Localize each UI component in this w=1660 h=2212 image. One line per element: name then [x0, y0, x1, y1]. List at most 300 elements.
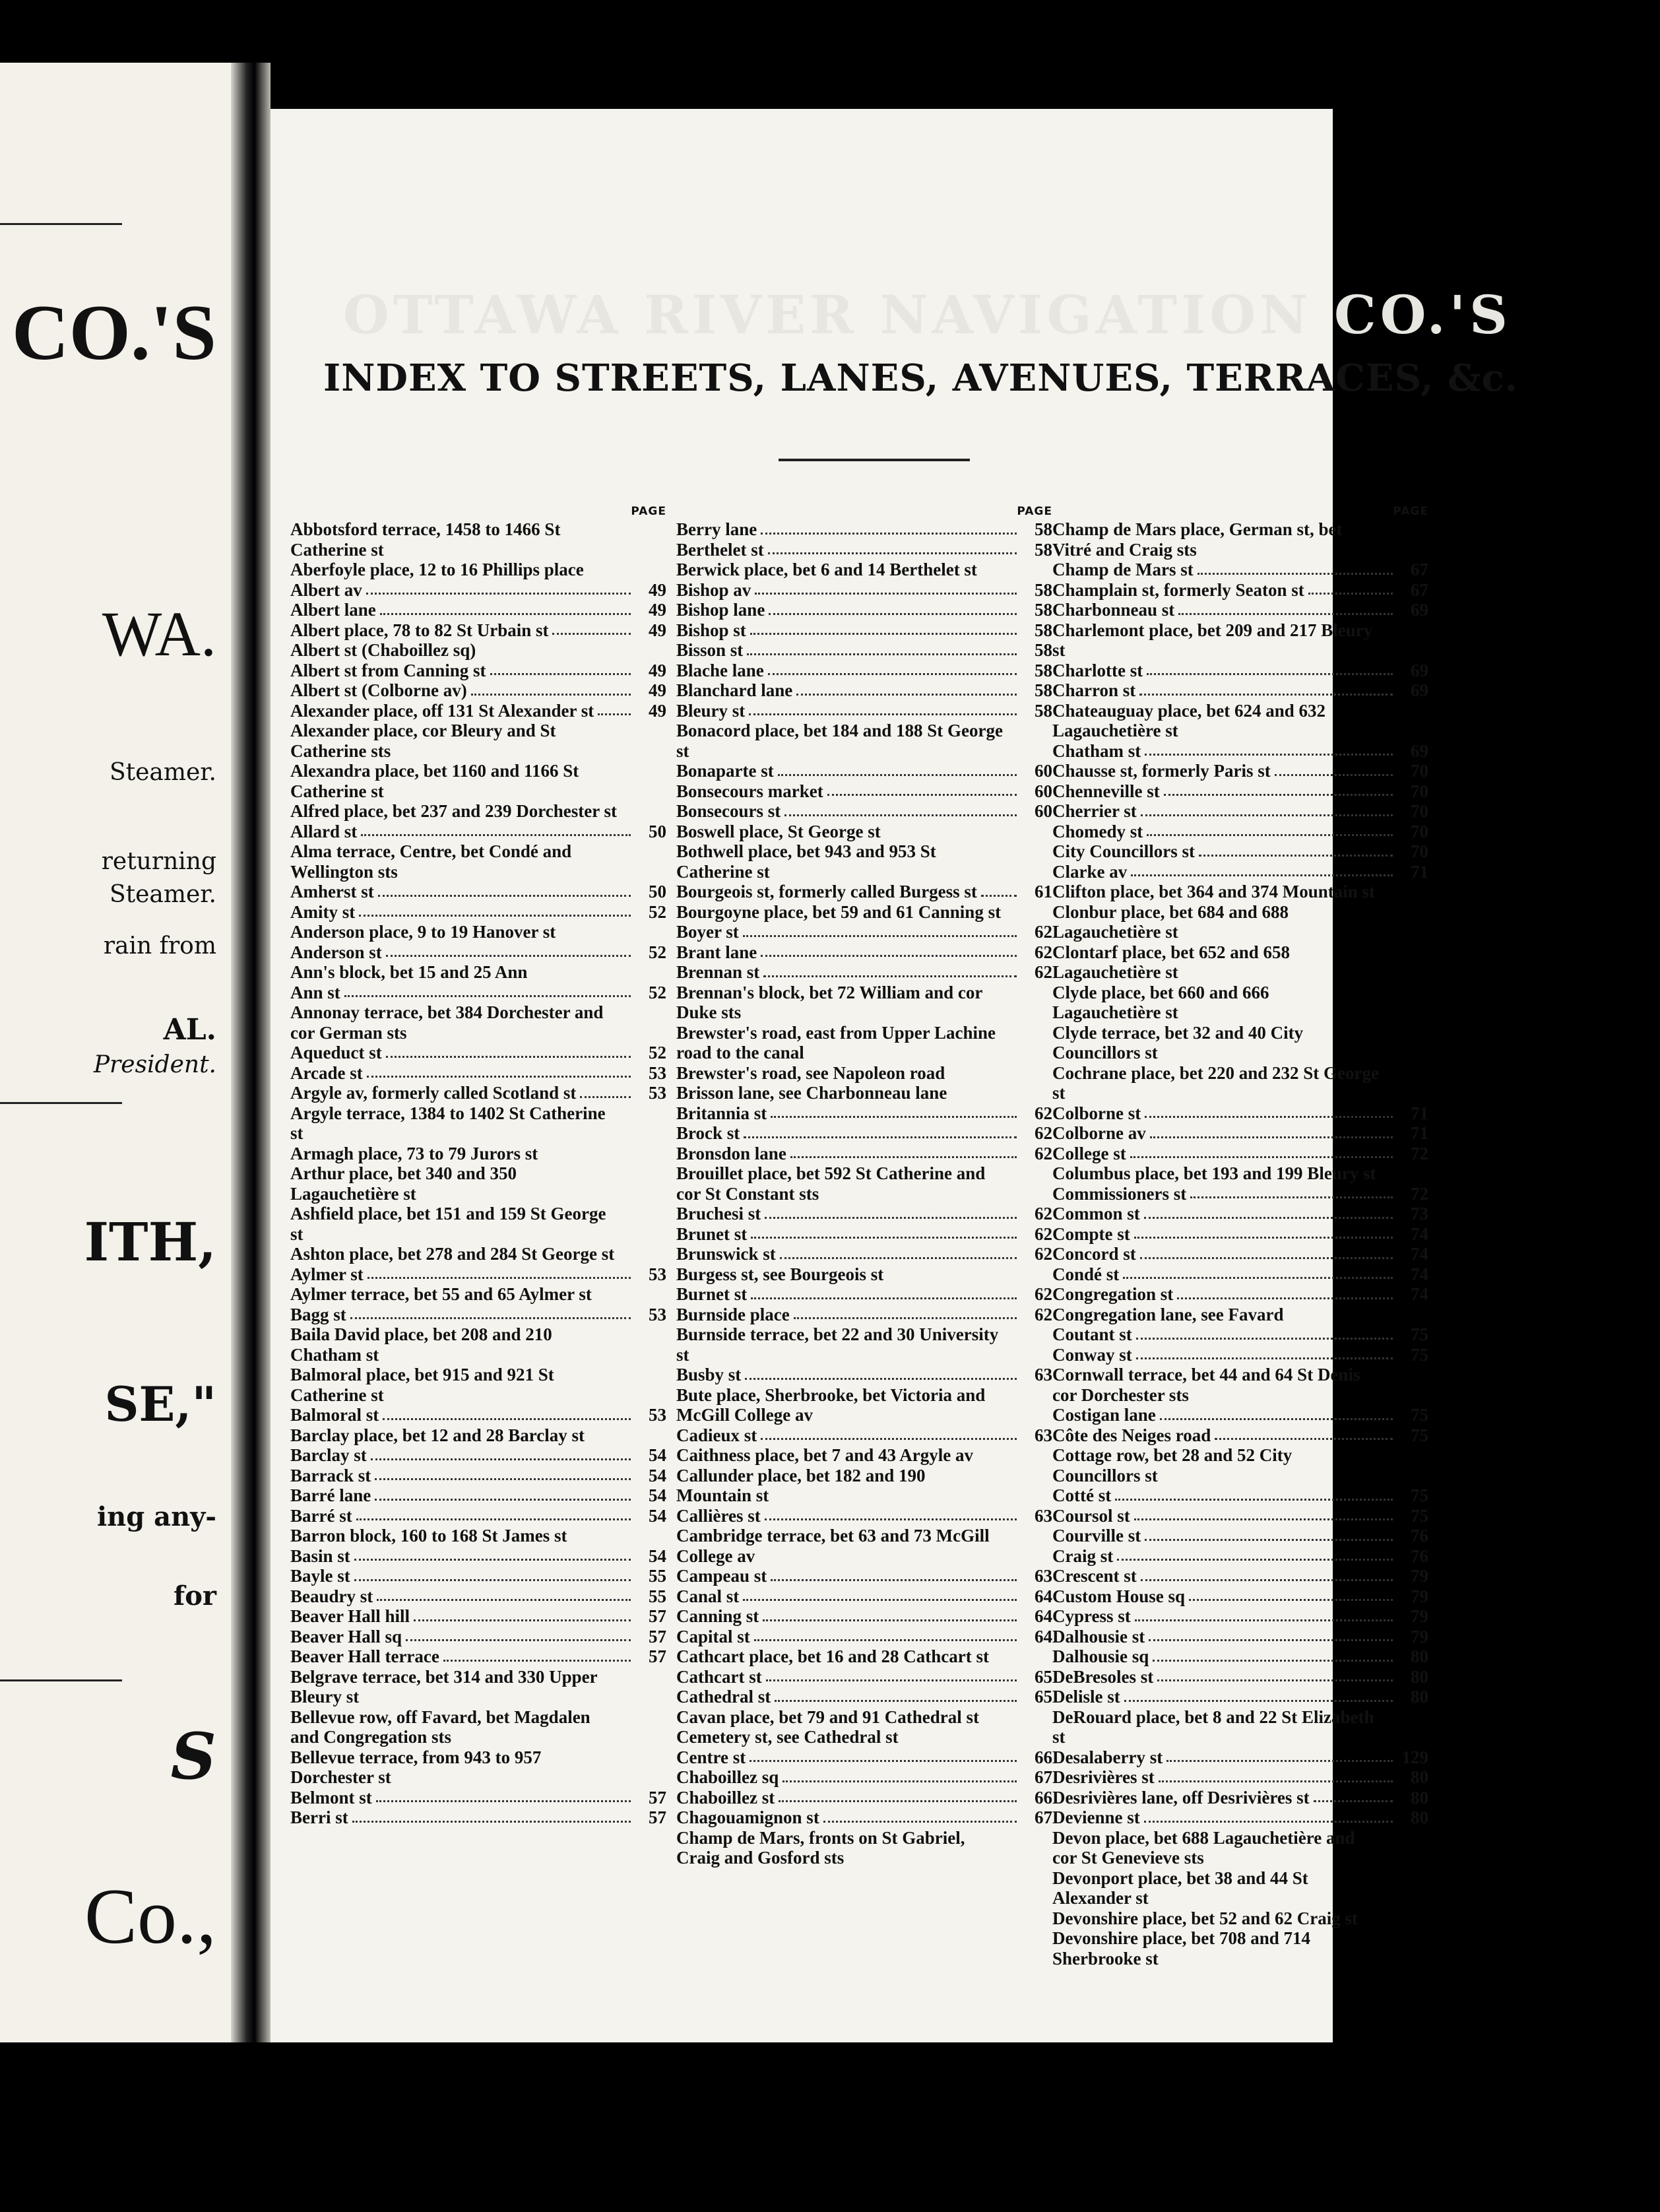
entry-page-number: 62: [1035, 1244, 1052, 1264]
dot-leader: [1135, 1619, 1393, 1621]
index-entry: [1052, 1405, 1428, 1425]
entry-page-number: 62: [1035, 1123, 1052, 1143]
index-entry: [290, 1063, 666, 1084]
index-entry: [1052, 1324, 1428, 1345]
index-entry: [1052, 1667, 1428, 1687]
index-entry: [290, 1163, 666, 1204]
dot-leader: [1166, 1760, 1393, 1762]
entry-page-number: 52: [649, 1043, 666, 1062]
index-entry: [676, 1244, 1052, 1264]
index-entry: [290, 580, 666, 601]
entry-name: Bellevue row, off Favard, bet Magdalen and Congregation sts: [290, 1707, 591, 1747]
index-entry: [290, 1627, 666, 1647]
entry-page-number: 80: [1411, 1687, 1428, 1707]
entry-page-number: 54: [649, 1445, 666, 1465]
dot-leader: [1136, 1338, 1393, 1340]
entry-name: Bronsdon lane: [676, 1143, 786, 1163]
entry-page-number: 66: [1035, 1787, 1052, 1807]
entry-page-number: 64: [1035, 1626, 1052, 1646]
entry-name: Clyde terrace, bet 32 and 40 City Councillors st: [1052, 1022, 1304, 1062]
index-entry: [1052, 902, 1428, 942]
dot-leader: [1150, 1136, 1393, 1138]
title-rule: [779, 459, 970, 461]
entry-page-number: 62: [1035, 1103, 1052, 1123]
entry-page-number: 74: [1411, 1264, 1428, 1284]
entry-name: Burgess st, see Bourgeois st: [676, 1264, 884, 1284]
index-entry: [1052, 1204, 1428, 1224]
index-entry: [290, 600, 666, 620]
fragment-heading: WA.: [102, 599, 216, 669]
facing-page: [0, 63, 231, 2042]
index-entry: [290, 983, 666, 1003]
dot-leader: [1153, 1660, 1393, 1662]
index-entry: [676, 721, 1052, 761]
dot-leader: [1160, 1418, 1393, 1420]
entry-page-number: 49: [649, 620, 666, 640]
entry-name: Britannia st: [676, 1103, 767, 1123]
index-entry: [290, 1002, 666, 1043]
dot-leader: [1275, 774, 1393, 776]
entry-page-number: 62: [1035, 1304, 1052, 1324]
index-entry: [1052, 1807, 1428, 1828]
entry-page-number: 69: [1411, 660, 1428, 680]
entry-name: Barré lane: [290, 1485, 371, 1505]
entry-page-number: 63: [1035, 1505, 1052, 1526]
entry-name: Canal st: [676, 1586, 740, 1606]
fragment-text: Steamer.: [109, 881, 216, 908]
entry-page-number: 79: [1411, 1566, 1428, 1586]
entry-name: Aylmer st: [290, 1264, 364, 1284]
entry-page-number: 49: [649, 660, 666, 680]
index-entry: [676, 680, 1052, 701]
entry-name: Clarke av: [1052, 861, 1128, 882]
entry-name: Champlain st, formerly Seaton st: [1052, 579, 1304, 600]
entry-name: Brant lane: [676, 942, 757, 962]
entry-page-number: 58: [1035, 640, 1052, 660]
index-entry: [1052, 741, 1428, 762]
entry-name: Devon place, bet 688 Lagauchetière and cor St Genevieve sts: [1052, 1827, 1355, 1868]
entry-name: Cathedral st: [676, 1687, 771, 1707]
index-entry: [290, 1466, 666, 1486]
entry-page-number: 55: [649, 1586, 666, 1606]
index-entry: [676, 1204, 1052, 1224]
index-entry: [290, 1405, 666, 1425]
entry-page-number: 75: [1411, 1324, 1428, 1344]
entry-name: Callunder place, bet 182 and 190 Mountain st: [676, 1465, 926, 1505]
index-entry: [290, 1506, 666, 1526]
entry-page-number: 62: [1035, 1223, 1052, 1244]
entry-name: Bonsecours market: [676, 781, 823, 801]
entry-name: Bishop av: [676, 579, 751, 600]
dot-leader: [1159, 1780, 1393, 1782]
index-entry: [676, 1807, 1052, 1828]
entry-page-number: 54: [649, 1465, 666, 1485]
dot-leader: [782, 1780, 1017, 1782]
index-entry: [290, 1244, 666, 1264]
index-entry: [290, 680, 666, 701]
index-entry: [1052, 1868, 1428, 1908]
fragment-text: for: [174, 1580, 216, 1611]
index-entry: [290, 1365, 666, 1405]
entry-name: Bayle st: [290, 1566, 350, 1586]
index-entry: [1052, 1767, 1428, 1788]
fragment-text: Steamer.: [109, 759, 216, 786]
index-entry: [676, 1264, 1052, 1285]
entry-name: Desrivières st: [1052, 1767, 1155, 1787]
dot-leader: [1115, 1499, 1393, 1501]
entry-page-number: 53: [649, 1405, 666, 1425]
entry-name: Argyle terrace, 1384 to 1402 St Catherine st: [290, 1103, 606, 1143]
index-entry: [1052, 620, 1428, 661]
index-entry: [676, 1788, 1052, 1808]
index-entry: [676, 1646, 1052, 1667]
index-entry: [1052, 781, 1428, 802]
entry-page-number: 67: [1411, 560, 1428, 579]
dot-leader: [750, 633, 1017, 635]
entry-name: Ann's block, bet 15 and 25 Ann: [290, 962, 528, 982]
dot-leader: [1144, 1821, 1393, 1823]
index-entry: [290, 1043, 666, 1063]
entry-name: Costigan lane: [1052, 1405, 1156, 1425]
entry-name: Blanchard lane: [676, 680, 793, 700]
entry-name: Coursol st: [1052, 1505, 1130, 1526]
index-entry: [1052, 701, 1428, 741]
index-entry: [1052, 882, 1428, 902]
book-gutter: [231, 63, 271, 2042]
index-entry: [676, 540, 1052, 560]
entry-page-number: 70: [1411, 841, 1428, 861]
dot-leader: [823, 1821, 1017, 1823]
index-entry: [1052, 841, 1428, 862]
entry-name: Crescent st: [1052, 1566, 1137, 1586]
dot-leader: [981, 895, 1017, 897]
entry-page-number: 62: [1035, 1204, 1052, 1223]
dot-leader: [1190, 1196, 1393, 1198]
index-entry: [676, 1083, 1052, 1103]
index-entry: [290, 701, 666, 721]
dot-leader: [1141, 814, 1393, 816]
dot-leader: [1145, 1539, 1393, 1541]
index-entry: [676, 701, 1052, 721]
fragment-heading: Co.,: [84, 1872, 216, 1960]
entry-name: Belgrave terrace, bet 314 and 330 Upper Bleury st: [290, 1666, 598, 1707]
dot-leader: [790, 1156, 1017, 1158]
entry-page-number: 50: [649, 882, 666, 901]
index-entry: [290, 962, 666, 983]
entry-name: Beaver Hall sq: [290, 1626, 402, 1646]
index-entry: [1052, 1485, 1428, 1506]
index-entry: [1052, 1023, 1428, 1063]
index-entry: [1052, 1928, 1428, 1968]
index-entry: [676, 661, 1052, 681]
entry-name: Barron block, 160 to 168 St James st: [290, 1526, 567, 1545]
index-entry: [290, 1546, 666, 1567]
entry-name: Charlemont place, bet 209 and 217 Bleury st: [1052, 620, 1373, 660]
dot-leader: [744, 1136, 1017, 1138]
entry-name: Dalhousie st: [1052, 1626, 1145, 1646]
index-entry: [1052, 580, 1428, 601]
entry-page-number: 49: [649, 579, 666, 600]
index-entry: [676, 1445, 1052, 1466]
entry-name: Cavan place, bet 79 and 91 Cathedral st: [676, 1707, 980, 1727]
index-column-2: [676, 505, 1052, 1868]
entry-page-number: 65: [1035, 1687, 1052, 1707]
entry-name: Cornwall terrace, bet 44 and 64 St Denis cor Dorchester sts: [1052, 1365, 1360, 1405]
dot-leader: [552, 633, 631, 635]
dot-leader: [1199, 855, 1393, 857]
bleed-through-text: OTTAWA RIVER NAVIGATION CO.'S: [343, 284, 1512, 346]
index-entry: [676, 761, 1052, 781]
entry-name: Brouillet place, bet 592 St Catherine and cor St Constant sts: [676, 1163, 986, 1204]
entry-name: Cochrane place, bet 220 and 232 St George st: [1052, 1062, 1379, 1103]
entry-page-number: 52: [649, 901, 666, 922]
entry-page-number: 53: [649, 1062, 666, 1083]
entry-name: Cotté st: [1052, 1485, 1112, 1505]
dot-leader: [1136, 1357, 1393, 1359]
entry-name: Blache lane: [676, 660, 764, 680]
entry-name: Amherst st: [290, 882, 374, 901]
fragment-text: AL.: [163, 1013, 216, 1047]
entry-name: Baila David place, bet 208 and 210 Chatham st: [290, 1324, 552, 1365]
fragment-heading: CO.'S: [11, 288, 216, 376]
index-entry: [1052, 942, 1428, 983]
dot-leader: [768, 673, 1017, 675]
entry-page-number: 49: [649, 600, 666, 620]
dot-leader: [778, 774, 1017, 776]
entry-name: Columbus place, bet 193 and 199 Bleury st: [1052, 1163, 1376, 1183]
entry-name: Chomedy st: [1052, 821, 1143, 841]
entry-page-number: 63: [1035, 1365, 1052, 1384]
index-entry: [1052, 1103, 1428, 1124]
entry-name: Cherrier st: [1052, 801, 1137, 821]
divider-rule: [0, 223, 122, 225]
index-entry: [676, 1566, 1052, 1586]
entry-name: Custom House sq: [1052, 1586, 1186, 1606]
index-entry: [290, 721, 666, 761]
dot-leader: [1131, 874, 1393, 876]
entry-name: Alexander place, off 131 St Alexander st: [290, 700, 594, 721]
fragment-text: ing any-: [96, 1501, 216, 1532]
entry-name: Berry lane: [676, 519, 757, 539]
index-entry: [676, 560, 1052, 580]
index-entry: [290, 661, 666, 681]
index-entry: [290, 1324, 666, 1365]
index-entry: [1052, 801, 1428, 822]
entry-page-number: 60: [1035, 761, 1052, 781]
index-entry: [290, 1646, 666, 1667]
dot-leader: [371, 1458, 631, 1460]
index-entry: [1052, 1365, 1428, 1405]
index-entry: [676, 1627, 1052, 1647]
index-entry: [676, 962, 1052, 983]
index-entry: [290, 1788, 666, 1808]
index-entry: [1052, 862, 1428, 882]
index-entry: [290, 1586, 666, 1607]
entry-page-number: 52: [649, 942, 666, 962]
index-entry: [1052, 1163, 1428, 1184]
dot-leader: [1140, 1257, 1393, 1259]
index-entry: [676, 580, 1052, 601]
entry-page-number: 58: [1035, 579, 1052, 600]
index-entry: [676, 1687, 1052, 1707]
entry-page-number: 52: [649, 982, 666, 1002]
index-entry: [290, 1144, 666, 1164]
dot-leader: [775, 1700, 1017, 1702]
dot-leader: [763, 1619, 1017, 1621]
index-entry: [676, 1324, 1052, 1365]
entry-page-number: 129: [1401, 1747, 1428, 1767]
dot-leader: [761, 1438, 1017, 1440]
entry-name: Brunet st: [676, 1223, 748, 1244]
entry-name: Champ de Mars st: [1052, 560, 1194, 579]
dot-leader: [1130, 1156, 1393, 1158]
entry-name: Dalhousie sq: [1052, 1646, 1149, 1666]
entry-page-number: 75: [1411, 1425, 1428, 1445]
entry-name: DeRouard place, bet 8 and 22 St Elizabeth st: [1052, 1707, 1374, 1747]
fragment-text: rain from: [103, 932, 216, 960]
index-entry: [1052, 680, 1428, 701]
index-entry: [290, 841, 666, 882]
dot-leader: [796, 694, 1017, 696]
index-entry: [676, 1828, 1052, 1868]
index-entry: [290, 1566, 666, 1586]
entry-page-number: 58: [1035, 660, 1052, 680]
entry-name: DeBresoles st: [1052, 1666, 1154, 1687]
entry-name: Bruchesi st: [676, 1204, 761, 1223]
entry-name: Delisle st: [1052, 1687, 1120, 1707]
index-entry: [676, 1667, 1052, 1687]
index-entry: [1052, 1566, 1428, 1586]
index-entry: [676, 1163, 1052, 1204]
index-entry: [676, 983, 1052, 1023]
dot-leader: [376, 1800, 631, 1802]
entry-page-number: 54: [649, 1485, 666, 1505]
index-entry: [676, 1123, 1052, 1144]
dot-leader: [743, 1599, 1017, 1601]
index-entry: [1052, 1627, 1428, 1647]
entry-name: Annonay terrace, bet 384 Dorchester and cor German sts: [290, 1002, 604, 1043]
entry-page-number: 67: [1035, 1767, 1052, 1787]
dot-leader: [763, 975, 1017, 977]
entry-name: Bleury st: [676, 700, 746, 721]
entry-page-number: 75: [1411, 1485, 1428, 1505]
entry-name: Anderson place, 9 to 19 Hanover st: [290, 922, 556, 942]
entry-page-number: 74: [1411, 1244, 1428, 1264]
entry-name: Cadieux st: [676, 1425, 757, 1445]
entry-page-number: 79: [1411, 1626, 1428, 1646]
dot-leader: [1141, 1579, 1393, 1581]
dot-leader: [386, 955, 631, 957]
entry-name: Champ de Mars, fronts on St Gabriel, Craig and Gosford sts: [676, 1827, 965, 1868]
index-entry: [290, 922, 666, 942]
entry-name: Charbonneau st: [1052, 600, 1175, 620]
entry-page-number: 58: [1035, 620, 1052, 640]
index-entry: [676, 1506, 1052, 1526]
index-entry: [290, 1083, 666, 1103]
index-entry: [290, 1264, 666, 1285]
dot-leader: [377, 1599, 631, 1601]
entry-name: Aylmer terrace, bet 55 and 65 Aylmer st: [290, 1284, 592, 1304]
index-entry: [1052, 1687, 1428, 1707]
index-entry: [676, 1425, 1052, 1446]
index-entry: [1052, 1305, 1428, 1325]
index-entry: [1052, 1425, 1428, 1446]
index-entry: [1052, 1586, 1428, 1607]
entry-name: Charron st: [1052, 680, 1136, 700]
entry-page-number: 75: [1411, 1405, 1428, 1425]
entry-name: Boswell place, St George st: [676, 821, 881, 841]
entry-name: Chateauguay place, bet 624 and 632 Lagauchetière st: [1052, 700, 1326, 740]
index-entry: [290, 1284, 666, 1305]
dot-leader: [761, 533, 1017, 535]
page-column-label: PAGE: [1393, 505, 1428, 518]
entry-name: Common st: [1052, 1204, 1140, 1223]
entry-name: Capital st: [676, 1626, 750, 1646]
dot-leader: [1147, 834, 1393, 836]
dot-leader: [598, 713, 631, 715]
entry-name: Cathcart st: [676, 1666, 762, 1687]
index-entry: [290, 1606, 666, 1627]
index-entry: [676, 1224, 1052, 1245]
entry-name: Chausse st, formerly Paris st: [1052, 761, 1271, 781]
index-entry: [290, 640, 666, 661]
entry-page-number: 58: [1035, 519, 1052, 539]
entry-name: Brennan st: [676, 962, 760, 982]
dot-leader: [1197, 573, 1393, 575]
entry-page-number: 69: [1411, 600, 1428, 620]
entry-page-number: 54: [649, 1545, 666, 1566]
index-entry: [290, 801, 666, 822]
entry-name: Devonport place, bet 38 and 44 St Alexander st: [1052, 1868, 1308, 1908]
entry-page-number: 69: [1411, 680, 1428, 700]
index-entry: [676, 1466, 1052, 1506]
index-entry: [1052, 1445, 1428, 1485]
dot-leader: [1139, 694, 1393, 696]
entry-name: Concord st: [1052, 1244, 1136, 1264]
entry-name: Chaboillez sq: [676, 1767, 779, 1787]
entry-page-number: 71: [1411, 861, 1428, 882]
index-entry: [676, 1144, 1052, 1164]
entry-name: Armagh place, 73 to 79 Jurors st: [290, 1143, 538, 1163]
index-entry: [1052, 983, 1428, 1023]
entry-name: Berwick place, bet 6 and 14 Berthelet st: [676, 560, 977, 579]
index-column-3: [1052, 505, 1428, 1968]
dot-leader: [1189, 1599, 1393, 1601]
entry-page-number: 53: [649, 1304, 666, 1324]
index-entry: [676, 1707, 1052, 1728]
entry-name: Congregation st: [1052, 1284, 1174, 1304]
index-entry: [290, 1445, 666, 1466]
entry-page-number: 57: [649, 1807, 666, 1827]
divider-rule: [0, 1679, 122, 1681]
dot-leader: [490, 673, 631, 675]
index-entry: [290, 519, 666, 560]
entry-page-number: 70: [1411, 821, 1428, 841]
dot-leader: [1178, 613, 1393, 615]
entry-page-number: 58: [1035, 680, 1052, 700]
dot-leader: [386, 1056, 631, 1058]
entry-page-number: 49: [649, 680, 666, 700]
dot-leader: [380, 613, 631, 615]
entry-name: Chagouamignon st: [676, 1807, 819, 1827]
entry-name: Albert lane: [290, 600, 376, 620]
entry-name: Ashton place, bet 278 and 284 St George st: [290, 1244, 615, 1264]
entry-page-number: 72: [1411, 1143, 1428, 1163]
index-entry: [1052, 560, 1428, 580]
dot-leader: [375, 1478, 631, 1480]
entry-name: Brock st: [676, 1123, 740, 1143]
entry-name: Brennan's block, bet 72 William and cor Duke sts: [676, 982, 982, 1022]
